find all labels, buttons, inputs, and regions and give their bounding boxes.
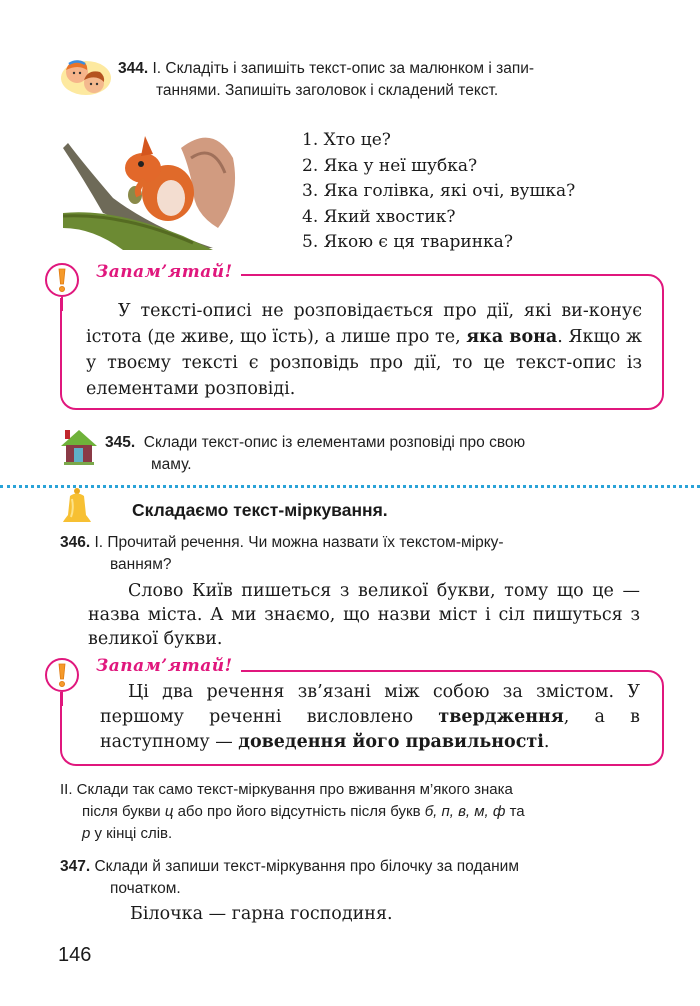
task-text-line1: І. Складіть і запишіть текст-опис за малюнком і запи-: [152, 60, 535, 77]
remember-text: У тексті-описі не розповідається про дії, які ви-конує істота (де живе, що їсть), а лише про те, яка вона. Якщо ж у твоєму тексті є розповідь про дії, то це текст-опис із елементами розповіді.: [86, 301, 642, 399]
remember-line: [61, 692, 63, 706]
task-text-line2: ванням?: [110, 556, 172, 573]
remember-title: Запам’ятай!: [96, 262, 241, 282]
children-faces-icon: [60, 56, 112, 96]
task-text-line1: І. Прочитай речення. Чи можна назвати їх текстом-мірку-: [94, 534, 504, 551]
remember-title: Запам’ятай!: [96, 656, 241, 676]
task-number: 344.: [118, 60, 149, 77]
task-346-instruction: [60, 532, 670, 576]
task-text-line2: маму.: [151, 456, 192, 473]
task-345-instruction: [105, 432, 665, 476]
task-text-line1: Склади й запиши текст-міркування про білочку за поданим: [94, 858, 519, 875]
question-item: 5. Якою є ця тваринка?: [302, 232, 513, 252]
task-text-line1: Склади текст-опис із елементами розповіді про свою: [143, 434, 526, 451]
task-347-instruction: [60, 856, 680, 900]
task-number: 346.: [60, 534, 91, 551]
question-item: 3. Яка голівка, які очі, вушка?: [302, 181, 576, 201]
task-344-instruction: [118, 58, 648, 102]
remember-text: Ці два речення зв’язані між собою за змістом. У першому реченні висловлено твердження, а в наступному — доведення його правильності.: [100, 682, 640, 752]
remember-line: [61, 297, 63, 311]
bell-icon: [62, 487, 92, 525]
task-346-part2-instruction: ІІ. Склади так само текст-міркування про вживання м’якого знака після букви ц або про його відсутність після букв б, п, в, м, ф та р у кінці слів.: [60, 781, 525, 842]
exclamation-icon: [45, 658, 79, 692]
question-item: 4. Який хвостик?: [302, 206, 456, 227]
page-number: 146: [58, 944, 92, 966]
exclamation-icon: [45, 263, 79, 297]
question-list: [302, 128, 575, 256]
task-number: 347.: [60, 858, 91, 875]
squirrel-on-branch-image: [63, 118, 243, 250]
task-text-line2: таннями. Запишіть заголовок і складений текст.: [156, 82, 499, 99]
task-text-line2: початком.: [110, 880, 181, 897]
example-text: Слово Київ пишеться з великої букви, тому що це — назва міста. А ми знаємо, що назви міст і сіл пишуться з великої букви.: [88, 581, 640, 649]
question-item: 2. Яка у неї шубка?: [302, 155, 478, 176]
task-number: 345.: [105, 434, 136, 451]
question-item: 1. Хто це?: [302, 130, 391, 150]
start-text: Білочка — гарна господиня.: [130, 904, 393, 924]
house-icon: [60, 427, 98, 465]
dotted-separator: [0, 485, 700, 488]
section-title: Складаємо текст-міркування.: [132, 500, 388, 520]
